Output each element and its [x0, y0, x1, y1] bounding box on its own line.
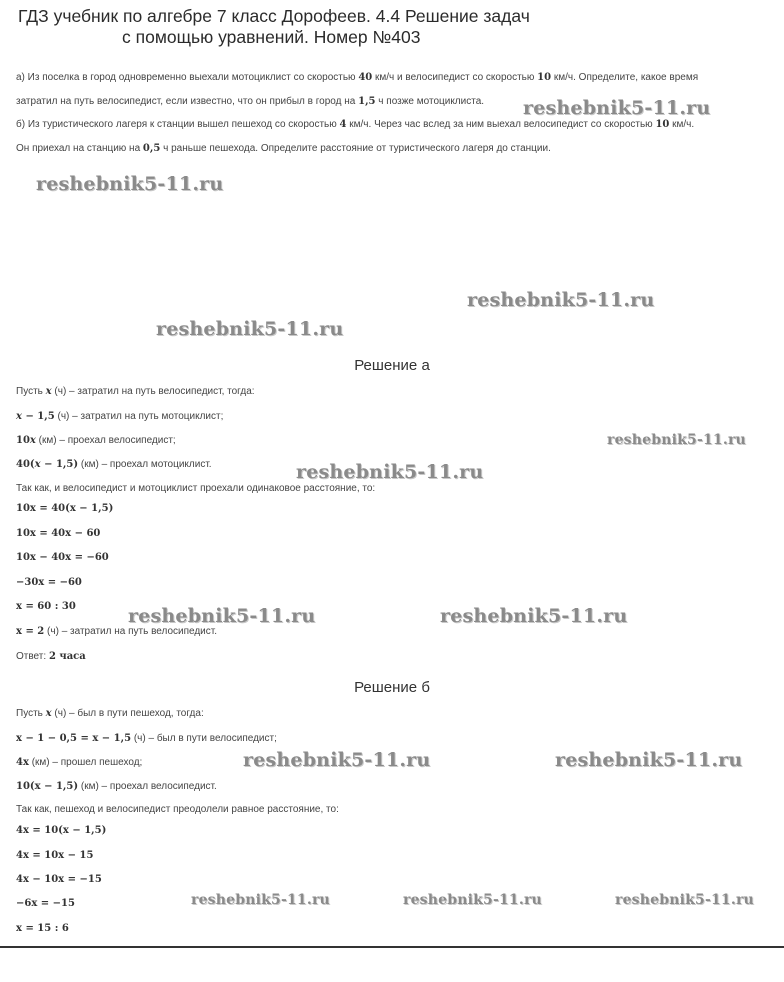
watermark: reshebnik5-11.ru: [36, 173, 224, 195]
watermark: reshebnik5-11.ru: [243, 749, 431, 771]
solution-a-title: Решение а: [354, 357, 430, 374]
solution-b-line2: x − 1 − 0,5 = x − 1,5 (ч) – был в пути велосипедист;: [16, 733, 277, 744]
page-title: [0, 6, 784, 48]
solution-b-line3: 4x (км) – прошел пешеход;: [16, 757, 143, 768]
bottom-divider: [0, 946, 784, 948]
solution-a-eq4: −30x = −60: [16, 577, 82, 588]
solution-a-line5: Так как, и велосипедист и мотоциклист проехали одинаковое расстояние, то:: [16, 483, 376, 494]
solution-a-line3: 10x (км) – проехал велосипедист;: [16, 435, 176, 446]
solution-b-eq3: 4x − 10x = −15: [16, 874, 102, 885]
solution-b-eq5: x = 15 : 6: [16, 923, 69, 934]
solution-a-answer: Ответ: 2 часа: [16, 651, 86, 662]
solution-b-eq2: 4x = 10x − 15: [16, 850, 94, 861]
task-line-a2: затратил на путь велосипедист, если известно, что он прибыл в город на 1,5 ч позже мотоциклиста.: [16, 96, 485, 107]
watermark: reshebnik5-11.ru: [467, 289, 655, 311]
watermark: reshebnik5-11.ru: [607, 432, 746, 448]
solution-b-line4: 10(x − 1,5) (км) – проехал велосипедист.: [16, 781, 217, 792]
page-title-line1: ГДЗ учебник по алгебре 7 класс Дорофеев. 4.4 Решение задач: [18, 6, 530, 26]
solution-a-eq3: 10x − 40x = −60: [16, 552, 109, 563]
watermark: reshebnik5-11.ru: [191, 892, 330, 908]
solution-a-eq6: x = 2 (ч) – затратил на путь велосипедист.: [16, 626, 218, 637]
watermark: reshebnik5-11.ru: [615, 892, 754, 908]
task-line-b1: б) Из туристического лагеря к станции вышел пешеход со скоростью 4 км/ч. Через час вслед за ним выехал велосипедист со скоростью 10 км/ч.: [16, 119, 695, 130]
solution-a-line2: x − 1,5 (ч) – затратил на путь мотоциклист;: [16, 411, 224, 422]
solution-a-eq1: 10x = 40(x − 1,5): [16, 503, 114, 514]
solution-b-line5: Так как, пешеход и велосипедист преодолели равное расстояние, то:: [16, 804, 339, 815]
solution-b-title: Решение б: [354, 679, 430, 696]
watermark: reshebnik5-11.ru: [156, 318, 344, 340]
page-title-line2: с помощью уравнений. Номер №403: [122, 27, 421, 47]
solution-b-eq1: 4x = 10(x − 1,5): [16, 825, 107, 836]
solution-a-eq5: x = 60 : 30: [16, 601, 76, 612]
watermark: reshebnik5-11.ru: [523, 97, 711, 119]
solution-a-line1: Пусть x (ч) – затратил на путь велосипедист, тогда:: [16, 386, 255, 397]
solution-b-line1: Пусть x (ч) – был в пути пешеход, тогда:: [16, 708, 204, 719]
watermark: reshebnik5-11.ru: [440, 605, 628, 627]
solution-a-eq2: 10x = 40x − 60: [16, 528, 101, 539]
watermark: reshebnik5-11.ru: [555, 749, 743, 771]
solution-b-eq4: −6x = −15: [16, 898, 75, 909]
watermark: reshebnik5-11.ru: [128, 605, 316, 627]
task-line-a1: а) Из поселка в город одновременно выехали мотоциклист со скоростью 40 км/ч и велосипедист со скоростью 10 км/ч. Определите, какое время: [16, 72, 699, 83]
watermark: reshebnik5-11.ru: [296, 461, 484, 483]
task-line-b2: Он приехал на станцию на 0,5 ч раньше пешехода. Определите расстояние от туристического лагеря до станции.: [16, 143, 551, 154]
solution-a-line4: 40(x − 1,5) (км) – проехал мотоциклист.: [16, 459, 212, 470]
watermark: reshebnik5-11.ru: [403, 892, 542, 908]
